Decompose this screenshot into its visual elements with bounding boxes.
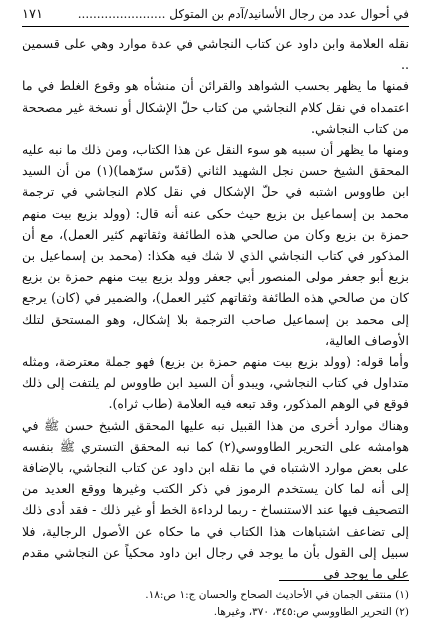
- running-title: في أحوال عدد من رجال الأسانيد/آدم بن المتوكل .......................: [77, 7, 409, 21]
- running-header: [22, 6, 409, 27]
- footnote-divider: [279, 580, 409, 581]
- footnotes: [22, 580, 409, 621]
- paragraph: وأما قوله: (وولد بزيع بيت منهم حمزة بن بزيع) فهو جملة معترضة، ومثله متداول في كتاب النجاشي، ويبدو أن السيد ابن طاووس لم يلتفت إلى ذلك فوقع في الوهم المذكور، وقد تبعه فيه العلامة (طاب ثراه).: [22, 354, 409, 412]
- page-number: ١٧١: [22, 7, 43, 22]
- paragraph: نقله العلامة وابن داود عن كتاب النجاشي في عدة موارد وهي على قسمين ..: [22, 36, 409, 73]
- footnote: (٢) التحرير الطاووسي ص:٣٤٥، ٣٧٠، وغيرها.: [213, 606, 409, 618]
- paragraph: فمنها ما يظهر بحسب الشواهد والقرائن أن منشأه هو وقوع الغلط في ما اعتمداه في نقل كلام النجاشي من كتاب حلّ الإشكال أو نسخة غير مصححة من كتاب النجاشي.: [22, 78, 409, 136]
- paragraph: ومنها ما يظهر أن سببه هو سوء النقل عن هذا الكتاب، ومن ذلك ما نبه عليه المحقق الشيخ حسن نجل الشهيد الثاني (قدّس سرّهما)(١) من أن السيد ابن طاووس اشتبه في حلّ الإشكال في نقل كلام النجاشي في ترجمة محمد بن إسماعيل بن بزيع حيث حكى عنه أنه قال: (وولد بزيع بيت منهم حمزة بن بزيع وكان من صالحي هذه الطائفة وثقاتهم كثير العمل)، مع أن المذكور في كتاب النجاشي الذي لا شك فيه هكذا: (محمد بن إسماعيل بن بزيع أبو جعفر مولى المنصور أبي جعفر وولد بزيع بيت منهم حمزة بن بزيع كان من صالحي هذه الطائفة وثقاتهم كثير العمل)، والضمير في (كان) يرجع إلى محمد بن إسماعيل صاحب الترجمة بلا إشكال، وهو المستحق لتلك الأوصاف العالية،: [22, 142, 409, 348]
- paragraph: وهناك موارد أخرى من هذا القبيل نبه عليها المحقق الشيخ حسن ﷺ في هوامشه على التحرير الطاووسي(٢) كما نبه المحقق التستري ﷺ بنفسه على بعض موارد الاشتباه في ما نقله ابن داود عن كتاب النجاشي، بالإضافة إلى أنه لما كان يستخدم الرموز في ذكر الكتب وغيرها ووقع العديد من التصحيف فيها عند الاستنساخ - ربما لرداءة الخط أو غير ذلك - فقد أدى ذلك إلى تضاعف اشتباهات هذا الكتاب في ما حكاه عن الأصول الرجالية، فلا سبيل إلى القول بأن ما يوجد في رجال ابن داود محكياً عن النجاشي مقدم على ما يوجد في: [22, 417, 410, 582]
- main-text: [22, 33, 409, 584]
- footnote: (١) منتقى الجمان في الأحاديث الصحاح والحسان ج:١ ص:١٨.: [145, 589, 409, 601]
